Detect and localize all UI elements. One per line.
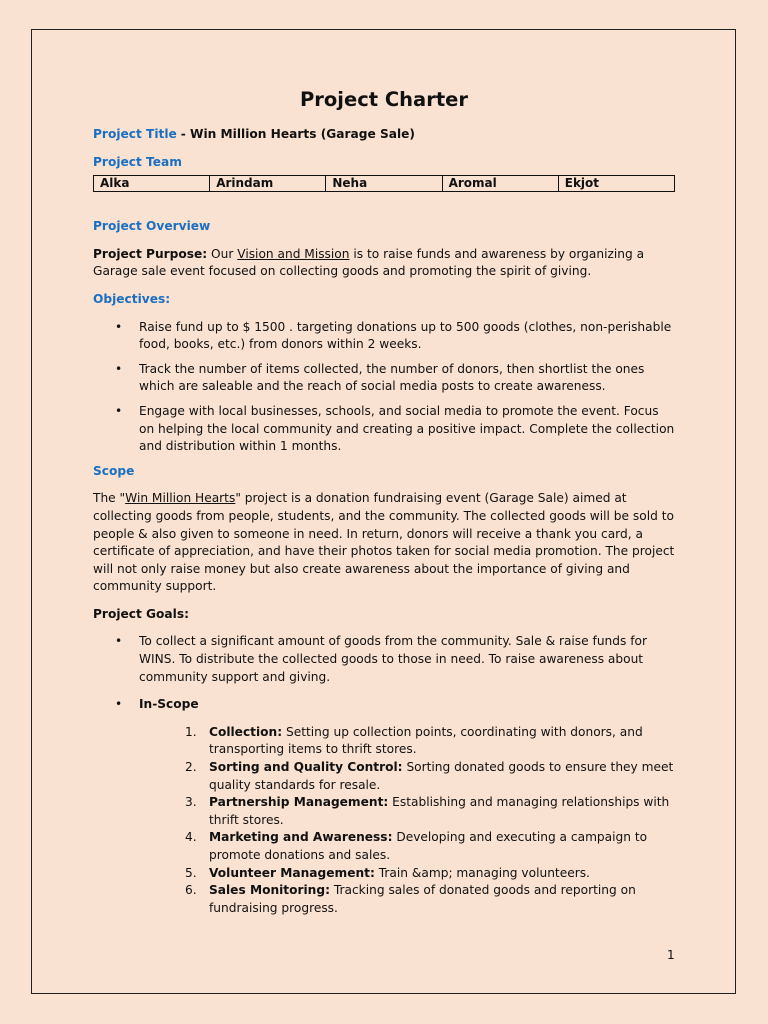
item-label: Partnership Management: xyxy=(209,795,389,810)
item-label: Collection: xyxy=(209,724,283,739)
item-text: Establishing and managing relationships with thrift stores. xyxy=(209,795,670,827)
vision-mission-link[interactable]: Vision and Mission xyxy=(237,246,350,261)
purpose-text: is to raise funds and awareness by organizing a Garage sale event focused on collecting goods and promoting the spirit of giving. xyxy=(93,246,645,279)
list-item xyxy=(93,829,675,864)
item-text: Sorting donated goods to ensure they meet quality standards for resale. xyxy=(209,760,674,792)
scope-pre: The " xyxy=(93,491,126,506)
list-item xyxy=(93,794,675,829)
item-label: Marketing and Awareness: xyxy=(209,830,393,845)
list-item xyxy=(93,759,675,794)
item-text: Setting up collection points, coordinating with donors, and transporting items to thrift stores. xyxy=(209,724,643,757)
objective-text: Track the number of items collected, the number of donors, then shortlist the ones which are saleable and the reach of social media posts to create awareness. xyxy=(139,361,645,394)
item-text: Train &amp; managing volunteers. xyxy=(378,865,590,880)
project-title-label: Project Title xyxy=(93,127,177,141)
team-table xyxy=(93,175,675,192)
scope-paragraph xyxy=(93,490,675,596)
item-number: 2. xyxy=(185,760,197,775)
item-label: Sorting and Quality Control: xyxy=(209,760,403,775)
objective-text: Engage with local businesses, schools, and social media to promote the event. Focus on helping the local community and creating a positive impact. Complete the collection and distribution within 1 months. xyxy=(139,403,675,454)
list-item xyxy=(93,633,675,686)
list-item xyxy=(93,882,675,917)
goals-list xyxy=(93,633,675,713)
page-title: Project Charter xyxy=(299,88,469,111)
project-purpose xyxy=(93,246,675,281)
item-text: Developing and executing a campaign to promote donations and sales. xyxy=(209,830,648,862)
item-number: 6. xyxy=(185,883,197,898)
project-team-heading: Project Team xyxy=(93,154,182,169)
bullet-glyph: • xyxy=(115,403,123,418)
item-label: Sales Monitoring: xyxy=(209,883,330,898)
list-item xyxy=(93,865,675,883)
item-label: Volunteer Management: xyxy=(209,865,375,880)
in-scope-list xyxy=(93,724,675,918)
project-title-line xyxy=(93,126,675,144)
list-item xyxy=(93,696,675,714)
bullet-glyph: • xyxy=(115,361,123,376)
item-number: 5. xyxy=(185,865,197,880)
document-body xyxy=(93,86,675,917)
overview-heading: Project Overview xyxy=(93,219,211,234)
team-member: Arindam xyxy=(210,176,326,192)
team-member: Aromal xyxy=(442,176,558,192)
scope-heading: Scope xyxy=(93,463,135,478)
in-scope-heading: In-Scope xyxy=(139,697,199,712)
list-item xyxy=(93,361,675,396)
list-item xyxy=(93,403,675,456)
bullet-glyph: • xyxy=(115,697,123,712)
item-text: Tracking sales of donated goods and reporting on fundraising progress. xyxy=(209,883,636,915)
project-title-value: - Win Million Hearts (Garage Sale) xyxy=(180,127,415,141)
list-item xyxy=(93,724,675,759)
item-number: 1. xyxy=(185,724,197,739)
bullet-glyph: • xyxy=(115,634,123,649)
list-item xyxy=(93,319,675,354)
goal-text: To collect a significant amount of goods from the community. Sale & raise funds for WINS. To distribute the collected goods to those in need. To raise awareness about community support and giving. xyxy=(139,634,647,684)
win-million-hearts-link[interactable]: Win Million Hearts xyxy=(125,491,236,506)
objectives-list xyxy=(93,319,675,456)
team-member: Neha xyxy=(326,176,442,192)
page-number: 1 xyxy=(667,948,675,962)
item-number: 4. xyxy=(185,830,197,845)
objectives-heading: Objectives: xyxy=(93,291,171,306)
team-member: Ekjot xyxy=(558,176,674,192)
item-number: 3. xyxy=(185,795,197,810)
team-member: Alka xyxy=(94,176,210,192)
goals-heading: Project Goals: xyxy=(93,606,189,621)
bullet-glyph: • xyxy=(115,319,123,334)
objective-text: Raise fund up to $ 1500 . targeting donations up to 500 goods (clothes, non-perishable food, books, etc.) from donors within 2 weeks. xyxy=(139,319,672,352)
purpose-label: Project Purpose: xyxy=(93,246,208,261)
purpose-pre: Our xyxy=(211,246,234,261)
scope-text: " project is a donation fundraising event (Garage Sale) aimed at collecting goods from people, students, and the community. The collected goods will be sold to people & also given to someone in need. In return, donors will receive a thank you card, a certificate of appreciation, and have their photos taken for social media promotion. The project will not only raise money but also create awareness about the importance of giving and community support. xyxy=(93,491,675,594)
